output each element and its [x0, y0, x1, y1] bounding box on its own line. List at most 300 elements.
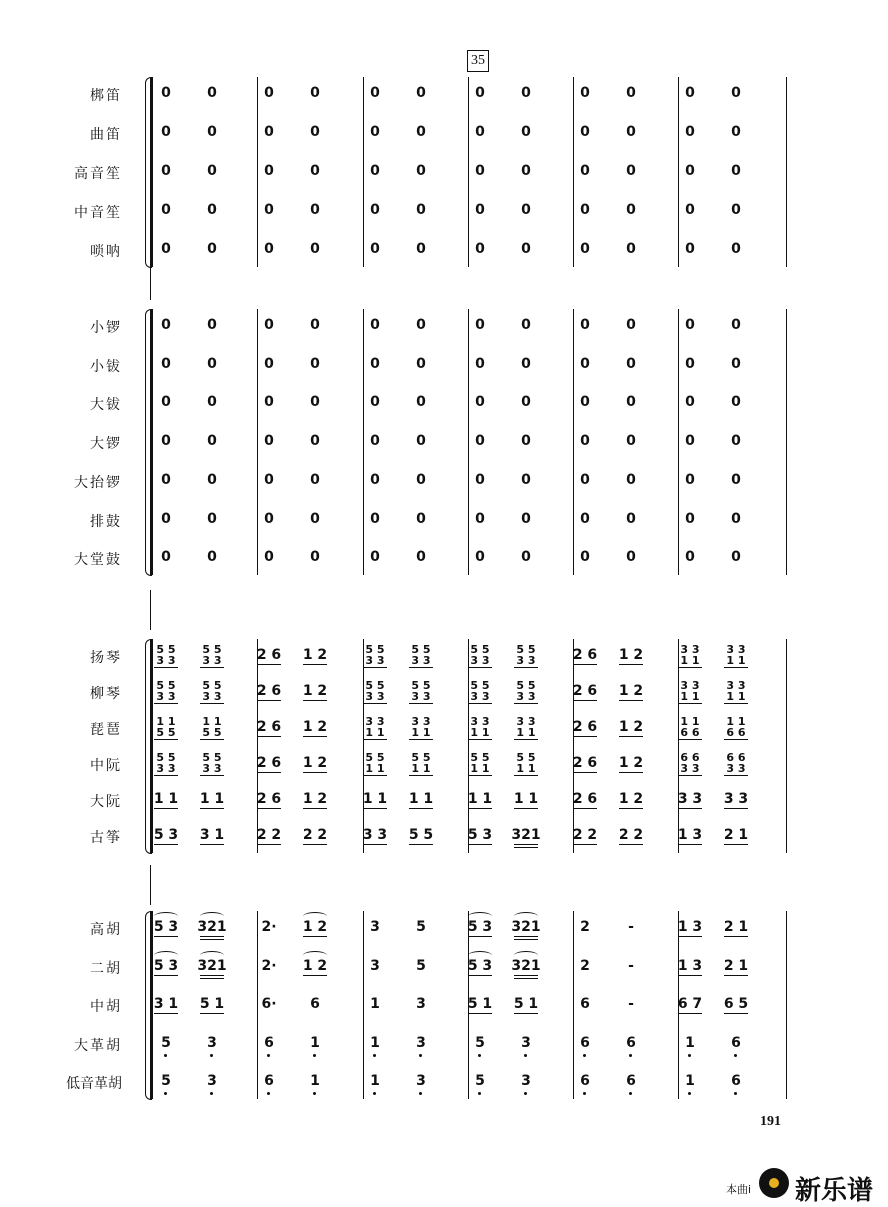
rest-note: 0 [161, 510, 171, 527]
instrument-name: 大锣 [90, 436, 122, 453]
note: 5 [416, 957, 426, 974]
octave-dot [734, 1054, 737, 1057]
rest-note: 0 [370, 202, 380, 218]
note: 5 3 [153, 827, 179, 843]
note: 3 [416, 1073, 426, 1089]
rest-note: 0 [475, 163, 485, 179]
beam-underline [468, 703, 492, 704]
site-logo[interactable]: 新乐谱 [795, 1176, 874, 1206]
note: 6 [626, 1034, 636, 1051]
beam-underline-double [514, 978, 538, 979]
rest-note: 0 [310, 433, 320, 450]
beam-underline [303, 736, 327, 737]
chord-note [148, 644, 184, 666]
beam-underline [724, 975, 748, 976]
footer-prefix: 本曲i [726, 1183, 752, 1196]
beam-underline [257, 808, 281, 809]
rest-note: 0 [207, 241, 217, 257]
beam-underline [468, 775, 492, 776]
note: 321 [197, 957, 227, 974]
rest-note: 0 [521, 317, 531, 333]
chord-note [672, 680, 708, 702]
beam-underline [724, 775, 748, 776]
beam-underline [200, 1013, 224, 1014]
beam-underline [619, 664, 643, 665]
note: 6 [731, 1034, 741, 1051]
chord-upper: 1 1 [680, 715, 700, 728]
rest-note: 0 [207, 163, 217, 179]
rest-note: 0 [161, 124, 171, 140]
chord-upper: 5 5 [156, 751, 176, 764]
beam-underline [409, 775, 433, 776]
rest-note: 0 [264, 85, 274, 101]
rest-note: 0 [370, 433, 380, 450]
instrument-name: 琵琶 [90, 722, 122, 738]
chord-lower: 3 3 [726, 762, 746, 775]
rest-note: 0 [731, 124, 741, 140]
rest-note: 0 [161, 202, 171, 218]
beam-underline [154, 808, 178, 809]
beam-underline-double [514, 939, 538, 940]
barline [257, 639, 258, 853]
note: 1 [370, 1073, 380, 1089]
note: 2 2 [302, 827, 328, 843]
note: 2 2 [256, 827, 282, 843]
note: 5 3 [153, 919, 179, 935]
beam-underline [303, 664, 327, 665]
rest-note: 0 [521, 202, 531, 218]
note: 6 [580, 996, 590, 1012]
rest-note: 0 [416, 202, 426, 218]
note: 6 [264, 1073, 274, 1089]
beam-underline [724, 808, 748, 809]
note: 1 2 [302, 719, 328, 735]
chord-upper: 5 5 [202, 751, 222, 764]
chord-upper: 5 5 [516, 679, 536, 692]
chord-upper: 5 5 [470, 679, 490, 692]
note: 5 1 [467, 996, 493, 1012]
chord-note [357, 752, 393, 774]
rest-note: 0 [416, 163, 426, 179]
beam-underline [257, 664, 281, 665]
instrument-name: 小钹 [90, 358, 122, 375]
chord-lower: 1 1 [365, 726, 385, 739]
rest-note: 0 [685, 241, 695, 257]
rest-note: 0 [580, 510, 590, 527]
rest-note: 0 [310, 549, 320, 566]
rest-note: 0 [475, 471, 485, 488]
rest-note: 0 [521, 124, 531, 140]
beam-underline [514, 936, 538, 937]
instrument-name: 排鼓 [90, 513, 122, 530]
rest-note: 0 [207, 124, 217, 140]
octave-dot [478, 1054, 481, 1057]
note: 1 [370, 996, 380, 1012]
chord-upper: 3 3 [680, 643, 700, 656]
beam-underline [724, 703, 748, 704]
octave-dot [210, 1092, 213, 1095]
note: 1 2 [618, 755, 644, 771]
instrument-name: 高胡 [90, 922, 122, 938]
chord-lower: 3 3 [411, 654, 431, 667]
chord-upper: 5 5 [516, 643, 536, 656]
note: 3 [370, 957, 380, 974]
beam-underline [678, 975, 702, 976]
chord-note [672, 752, 708, 774]
rest-note: 0 [626, 124, 636, 140]
octave-dot [583, 1092, 586, 1095]
beam-underline [154, 739, 178, 740]
rest-note: 0 [264, 394, 274, 411]
rest-note: 0 [521, 394, 531, 411]
octave-dot [267, 1054, 270, 1057]
rest-note: 0 [207, 317, 217, 333]
beam-underline [303, 772, 327, 773]
rest-note: 0 [521, 85, 531, 101]
rest-note: 0 [475, 355, 485, 372]
rest-note: 0 [626, 355, 636, 372]
octave-dot [583, 1054, 586, 1057]
octave-dot [629, 1054, 632, 1057]
rest-note: 0 [685, 394, 695, 411]
rest-note: 0 [310, 471, 320, 488]
rest-note: 0 [475, 394, 485, 411]
rest-note: 0 [370, 549, 380, 566]
note: 3 [521, 1073, 531, 1089]
rest-note: 0 [161, 549, 171, 566]
beam-underline [200, 844, 224, 845]
chord-upper: 5 5 [365, 643, 385, 656]
beam-underline [200, 667, 224, 668]
rest-note: 0 [626, 163, 636, 179]
chord-lower: 3 3 [680, 762, 700, 775]
beam-underline [724, 1013, 748, 1014]
rest-note: 0 [310, 317, 320, 333]
note: 5 [416, 919, 426, 935]
rest-note: 0 [416, 355, 426, 372]
rest-note: 0 [370, 317, 380, 333]
barline [786, 309, 787, 575]
beam-underline [409, 844, 433, 845]
note: 2 6 [572, 683, 598, 699]
chord-note [672, 644, 708, 666]
rest-note: 0 [370, 394, 380, 411]
slur-mark [154, 912, 178, 921]
slur-mark [303, 951, 327, 960]
chord-upper: 3 3 [411, 715, 431, 728]
note: 1 1 [199, 791, 225, 807]
chord-note [718, 716, 754, 738]
instrument-name: 大革胡 [74, 1037, 122, 1054]
note: 2 1 [723, 827, 749, 843]
note: 1 1 [467, 791, 493, 807]
rest-note: 0 [207, 394, 217, 411]
rest-note: 0 [626, 85, 636, 101]
chord-note [508, 716, 544, 738]
note: 6 [731, 1073, 741, 1089]
barline [363, 639, 364, 853]
rest-note: 0 [310, 202, 320, 218]
rest-note: 0 [161, 241, 171, 257]
chord-note [403, 752, 439, 774]
chord-lower: 3 3 [156, 690, 176, 703]
chord-upper: 5 5 [202, 679, 222, 692]
rest-note: 0 [370, 471, 380, 488]
barline [786, 911, 787, 1099]
octave-dot [629, 1092, 632, 1095]
rest-note: 0 [475, 124, 485, 140]
rest-note: 0 [264, 433, 274, 450]
chord-upper: 1 1 [156, 715, 176, 728]
rest-note: 0 [161, 471, 171, 488]
octave-dot [210, 1054, 213, 1057]
chord-lower: 3 3 [516, 654, 536, 667]
rest-note: 0 [685, 510, 695, 527]
note: 2 6 [572, 755, 598, 771]
rest-note: 0 [416, 471, 426, 488]
chord-note [718, 680, 754, 702]
slur-mark [154, 951, 178, 960]
beam-underline [678, 739, 702, 740]
note: 6 7 [677, 996, 703, 1012]
rest-note: 0 [370, 163, 380, 179]
instrument-name: 大阮 [90, 794, 122, 810]
system-gap-marker [150, 865, 151, 905]
beam-underline [619, 808, 643, 809]
note: 2· [261, 919, 277, 935]
beam-underline [363, 808, 387, 809]
rest-note: 0 [580, 202, 590, 218]
beam-underline [154, 975, 178, 976]
rest-note: 0 [521, 241, 531, 257]
note: 5 [161, 1034, 171, 1051]
barline [786, 639, 787, 853]
chord-upper: 5 5 [516, 751, 536, 764]
note: 2 [580, 957, 590, 974]
beam-underline [678, 808, 702, 809]
rest-note: 0 [416, 85, 426, 101]
note: 1 2 [618, 683, 644, 699]
rest-note: 0 [264, 355, 274, 372]
rest-note: 0 [264, 549, 274, 566]
beam-underline [303, 844, 327, 845]
beam-underline [724, 844, 748, 845]
instrument-name: 高音笙 [74, 166, 122, 182]
chord-upper: 3 3 [470, 715, 490, 728]
rest-note: 0 [475, 85, 485, 101]
chord-lower: 3 3 [411, 690, 431, 703]
rest-note: 0 [416, 124, 426, 140]
beam-underline [573, 736, 597, 737]
chord-note [462, 716, 498, 738]
chord-lower: 5 5 [156, 726, 176, 739]
beam-underline [154, 936, 178, 937]
octave-dot [373, 1092, 376, 1095]
rest-note: 0 [207, 471, 217, 488]
beam-underline [409, 739, 433, 740]
rest-note: 0 [731, 355, 741, 372]
chord-note [718, 752, 754, 774]
note: 321 [197, 919, 227, 935]
beam-underline [363, 703, 387, 704]
beam-underline [468, 808, 492, 809]
chord-note [718, 644, 754, 666]
chord-lower: 5 5 [202, 726, 222, 739]
rehearsal-mark: 35 [467, 50, 489, 72]
beam-underline [154, 775, 178, 776]
system-gap-marker [150, 260, 151, 300]
octave-dot [524, 1092, 527, 1095]
note: 1 2 [302, 755, 328, 771]
beam-underline [724, 667, 748, 668]
note: 2 2 [572, 827, 598, 843]
chord-lower: 1 1 [470, 726, 490, 739]
chord-note [403, 716, 439, 738]
beam-underline [200, 975, 224, 976]
note: - [628, 957, 634, 974]
rest-note: 0 [310, 510, 320, 527]
beam-underline [573, 772, 597, 773]
beam-underline [678, 936, 702, 937]
note: 5 [475, 1073, 485, 1089]
rest-note: 0 [731, 394, 741, 411]
chord-upper: 5 5 [411, 679, 431, 692]
octave-dot [313, 1092, 316, 1095]
chord-note [508, 752, 544, 774]
instrument-name: 中阮 [90, 758, 122, 774]
chord-lower: 1 1 [365, 762, 385, 775]
rest-note: 0 [310, 355, 320, 372]
note: 1 [685, 1073, 695, 1089]
beam-underline [573, 808, 597, 809]
slur-mark [514, 912, 538, 921]
barline [573, 639, 574, 853]
rest-note: 0 [626, 317, 636, 333]
chord-upper: 6 6 [726, 751, 746, 764]
instrument-name: 梆笛 [90, 88, 122, 104]
beam-underline [200, 808, 224, 809]
rest-note: 0 [685, 85, 695, 101]
chord-note [194, 680, 230, 702]
system-gap-marker [150, 590, 151, 630]
rest-note: 0 [416, 394, 426, 411]
instrument-name: 二胡 [90, 960, 122, 977]
chord-lower: 3 3 [365, 690, 385, 703]
instrument-name: 小锣 [90, 320, 122, 336]
note: 3 3 [723, 791, 749, 807]
barline [786, 77, 787, 267]
beam-underline [724, 936, 748, 937]
rest-note: 0 [731, 317, 741, 333]
chord-upper: 5 5 [411, 643, 431, 656]
rest-note: 0 [310, 85, 320, 101]
chord-upper: 1 1 [726, 715, 746, 728]
beam-underline-double [200, 939, 224, 940]
rest-note: 0 [731, 549, 741, 566]
instrument-name: 扬琴 [90, 650, 122, 666]
chord-lower: 3 3 [202, 762, 222, 775]
octave-dot [164, 1054, 167, 1057]
rest-note: 0 [310, 124, 320, 140]
beam-underline [200, 936, 224, 937]
chord-lower: 3 3 [470, 654, 490, 667]
rest-note: 0 [264, 317, 274, 333]
chord-upper: 5 5 [156, 643, 176, 656]
rest-note: 0 [416, 241, 426, 257]
note: 3 [207, 1034, 217, 1051]
beam-underline [678, 844, 702, 845]
note: 3 1 [199, 827, 225, 843]
note: 2 6 [256, 719, 282, 735]
rest-note: 0 [161, 317, 171, 333]
note: 2 6 [256, 755, 282, 771]
rest-note: 0 [521, 549, 531, 566]
beam-underline [619, 736, 643, 737]
chord-lower: 6 6 [726, 726, 746, 739]
chord-note [403, 644, 439, 666]
beam-underline [514, 808, 538, 809]
slur-mark [200, 951, 224, 960]
rest-note: 0 [626, 394, 636, 411]
chord-lower: 1 1 [516, 726, 536, 739]
beam-underline [363, 739, 387, 740]
rest-note: 0 [521, 471, 531, 488]
note: 1 2 [618, 791, 644, 807]
chord-note [357, 716, 393, 738]
beam-underline [257, 772, 281, 773]
chord-upper: 5 5 [470, 751, 490, 764]
note: 2 6 [572, 791, 598, 807]
note: 5 [161, 1073, 171, 1089]
page-number: 191 [760, 1114, 781, 1129]
note: 1 [310, 1073, 320, 1089]
note: 1 2 [302, 683, 328, 699]
chord-upper: 5 5 [365, 751, 385, 764]
octave-dot [734, 1092, 737, 1095]
note: 6 [626, 1073, 636, 1089]
chord-note [194, 716, 230, 738]
rest-note: 0 [264, 124, 274, 140]
note: 6 [580, 1073, 590, 1089]
rest-note: 0 [161, 85, 171, 101]
chord-note [462, 680, 498, 702]
chord-lower: 3 3 [202, 690, 222, 703]
chord-note [148, 716, 184, 738]
rest-note: 0 [731, 241, 741, 257]
chord-upper: 5 5 [470, 643, 490, 656]
chord-lower: 1 1 [680, 654, 700, 667]
note: 6 [310, 996, 320, 1012]
barline [678, 639, 679, 853]
chord-note [148, 680, 184, 702]
chord-upper: 5 5 [202, 643, 222, 656]
chord-upper: 3 3 [726, 679, 746, 692]
note: 321 [511, 919, 541, 935]
group-system-bar [150, 639, 153, 853]
note: 1 1 [153, 791, 179, 807]
note: 5 3 [467, 827, 493, 843]
octave-dot [419, 1054, 422, 1057]
octave-dot [688, 1092, 691, 1095]
note: 1 1 [408, 791, 434, 807]
rest-note: 0 [731, 202, 741, 218]
beam-underline [468, 1013, 492, 1014]
note: 5 1 [199, 996, 225, 1012]
beam-underline [154, 844, 178, 845]
instrument-name: 大钹 [90, 397, 122, 414]
octave-dot [313, 1054, 316, 1057]
rest-note: 0 [207, 510, 217, 527]
